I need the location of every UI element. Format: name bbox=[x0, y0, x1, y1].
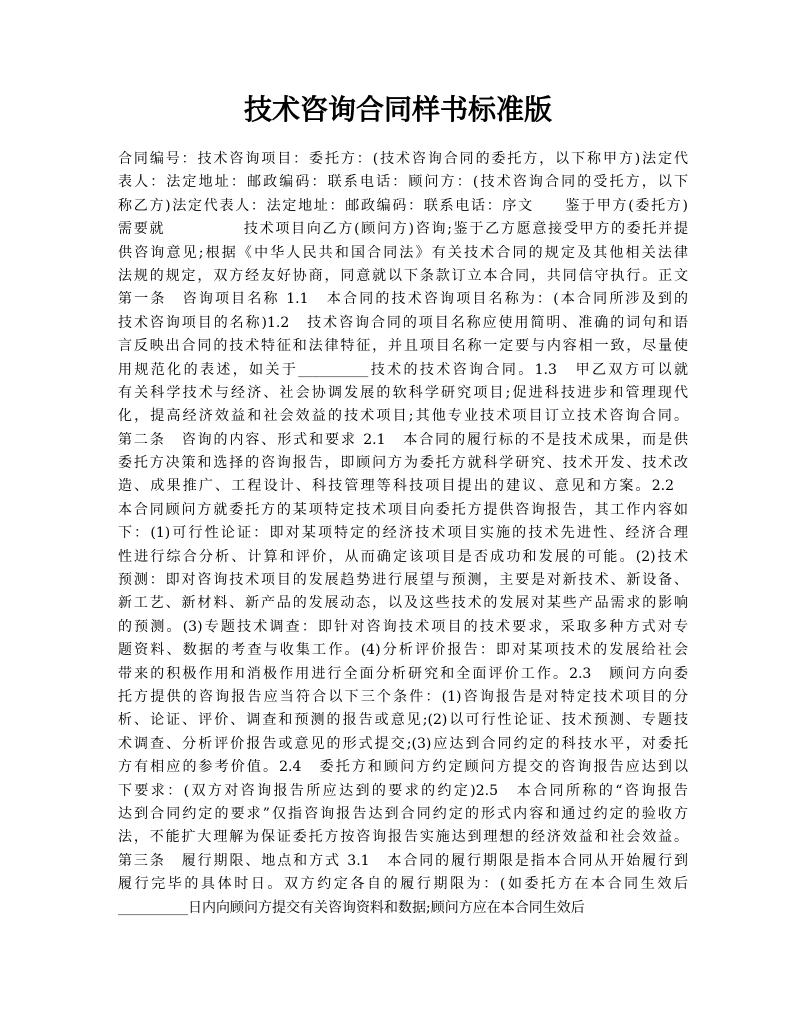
body-line: 析、论证、评价、调查和预测的报告或意见;(2)以可行性论证、技术预测、专题技 bbox=[118, 712, 688, 729]
body-line: 方有相应的参考价值。2.4 委托方和顾问方约定顾问方提交的咨询报告应达到以 bbox=[118, 759, 688, 776]
body-line: 新工艺、新材料、新产品的发展动态，以及这些技术的发展对某些产品需求的影响 bbox=[118, 595, 688, 612]
body-line: 合同编号：技术咨询项目：委托方：(技术咨询合同的委托方，以下称甲方)法定代 bbox=[118, 151, 688, 167]
body-line: 称乙方)法定代表人：法定地址：邮政编码：联系电话：序文 鉴于甲方(委托方) bbox=[118, 197, 688, 214]
body-line: 的预测。(3)专题技术调查：即针对咨询技术项目的技术要求，采取多种方式对专 bbox=[118, 618, 688, 635]
body-line: 预测：即对咨询技术项目的发展趋势进行展望与预测，主要是对新技术、新设备、 bbox=[118, 572, 688, 589]
body-line: 有关科学技术与经济、社会协调发展的软科学研究项目;促进科技进步和管理现代 bbox=[118, 384, 688, 401]
body-line: 达到合同约定的要求”仅指咨询报告达到合同约定的形式内容和通过约定的验收方 bbox=[118, 805, 688, 822]
body-line: 本合同顾问方就委托方的某项特定技术项目向委托方提供咨询报告，其工作内容如 bbox=[118, 501, 688, 518]
body-line: 言反映出合同的技术特征和法律特征，并且项目名称一定要与内容相一致，尽量使 bbox=[118, 338, 688, 355]
body-line: 造、成果推广、工程设计、科技管理等科技项目提出的建议、意见和方案。2.2 bbox=[118, 478, 688, 495]
body-line: 术调查、分析评价报告或意见的形式提交;(3)应达到合同约定的科技水平，对委托 bbox=[118, 735, 688, 752]
body-line: 性进行综合分析、计算和评价，从而确定该项目是否成功和发展的可能。(2)技术 bbox=[118, 548, 688, 565]
body-line: 带来的积极作用和消极作用进行全面分析研究和全面评价工作。2.3 顾问方向委 bbox=[118, 665, 688, 682]
body-line: 法，不能扩大理解为保证委托方按咨询报告实施达到理想的经济效益和社会效益。 bbox=[118, 829, 688, 846]
body-line: 下要求：(双方对咨询报告所应达到的要求的约定)2.5 本合同所称的“咨询报告 bbox=[118, 782, 688, 799]
body-line: 履行完毕的具体时日。双方约定各自的履行期限为：(如委托方在本合同生效后 bbox=[118, 876, 688, 893]
body-line: 化，提高经济效益和社会效益的技术项目;其他专业技术项目订立技术咨询合同。 bbox=[118, 408, 688, 425]
body-line: 法规的规定，双方经友好协商，同意就以下条款订立本合同，共同信守执行。正文 bbox=[118, 267, 688, 284]
body-line: 托方提供的咨询报告应当符合以下三个条件：(1)咨询报告是对特定技术项目的分 bbox=[118, 688, 688, 705]
body-line: 下：(1)可行性论证：即对某项特定的经济技术项目实施的技术先进性、经济合理 bbox=[118, 525, 688, 542]
body-line: __________日内向顾问方提交有关咨询资料和数据;顾问方应在本合同生效后 bbox=[118, 899, 585, 916]
body-line: 题资料、数据的考查与收集工作。(4)分析评价报告：即对某项技术的发展给社会 bbox=[118, 642, 688, 659]
body-line: 委托方决策和选择的咨询报告，即顾问方为委托方就科学研究、技术开发、技术改 bbox=[118, 455, 688, 472]
body-line: 第一条 咨询项目名称 1.1 本合同的技术咨询项目名称为：(本合同所涉及到的 bbox=[118, 291, 688, 308]
document-title: 技术咨询合同样书标准版 bbox=[243, 93, 552, 126]
body-line: 第二条 咨询的内容、形式和要求 2.1 本合同的履行标的不是技术成果，而是供 bbox=[118, 431, 688, 448]
document-body bbox=[118, 148, 688, 920]
body-line: 技术咨询项目的名称)1.2 技术咨询合同的项目名称应使用简明、准确的词句和语 bbox=[118, 314, 688, 331]
body-line: 需要就 技术项目向乙方(顾问方)咨询;鉴于乙方愿意接受甲方的委托并提 bbox=[118, 221, 688, 238]
body-line: 表人：法定地址：邮政编码：联系电话：顾问方：(技术咨询合同的受托方，以下 bbox=[118, 174, 688, 191]
body-line: 供咨询意见;根据《中华人民共和国合同法》有关技术合同的规定及其他相关法律 bbox=[118, 244, 688, 261]
body-line: 用规范化的表述，如关于__________技术的技术咨询合同。1.3 甲乙双方可以就 bbox=[118, 361, 688, 378]
body-line: 第三条 履行期限、地点和方式 3.1 本合同的履行期限是指本合同从开始履行到 bbox=[118, 852, 688, 869]
